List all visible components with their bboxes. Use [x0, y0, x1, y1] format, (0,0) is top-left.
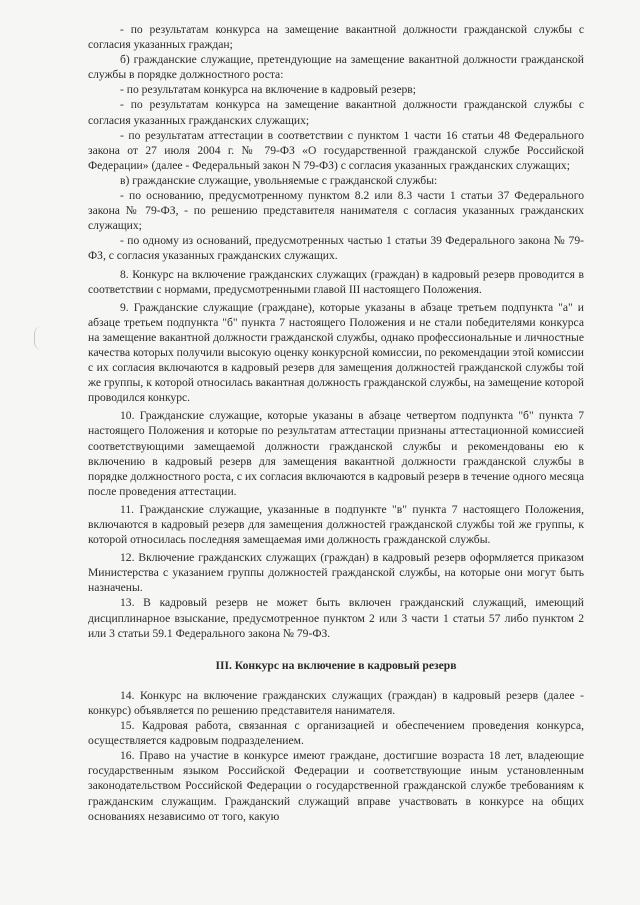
- paragraph: 16. Право на участие в конкурсе имеют граждане, достигшие возраста 18 лет, владеющие государственным языком Российской Федерации и соответствующие иным установленным законодательством Российской Федерации о государственной гражданской службе требованиям к гражданским служащим. Гражданский служащий вправе участвовать в конкурсе на общих основаниях независимо от того, какую: [88, 749, 584, 823]
- paragraph: б) гражданские служащие, претендующие на замещение вакантной должности гражданской службы в порядке должностного роста:: [88, 53, 584, 82]
- paragraph: 11. Гражданские служащие, указанные в подпункте "в" пункта 7 настоящего Положения, включаются в кадровый резерв для замещения должностей гражданской службы той же группы, к которой относилась последняя замещаемая ими должность гражданской службы.: [88, 502, 584, 547]
- paragraph: в) гражданские служащие, увольняемые с гражданской службы:: [120, 173, 438, 187]
- paragraph: - по результатам конкурса на замещение вакантной должности гражданской службы с согласия указанных граждан;: [88, 23, 584, 52]
- paragraph: 10. Гражданские служащие, которые указаны в абзаце четвертом подпункта "б" пункта 7 настоящего Положения и которые по результатам аттестации признаны аттестационной комиссией соответствующими замещаемой должности гражданской службы и рекомендованы ею к включению в кадровый резерв для замещения вакантной должности гражданской службы в порядке должностного роста, с их согласия включаются в кадровый резерв в течение одного месяца после проведения аттестации.: [88, 409, 584, 498]
- paragraph: 8. Конкурс на включение гражданских служащих (граждан) в кадровый резерв проводится в соответствии с нормами, предусмотренными главой III настоящего Положения.: [88, 267, 584, 296]
- paragraph: - по результатам аттестации в соответствии с пунктом 1 части 16 статьи 48 Федерального закона от 27 июля 2004 г. № 79-ФЗ «О государственной гражданской службе Российской Федерации» (далее - Федеральный закон N 79-ФЗ) с согласия указанных гражданских служащих;: [88, 128, 584, 172]
- paragraph: - по одному из оснований, предусмотренных частью 1 статьи 39 Федерального закона № 79-ФЗ, с согласия указанных гражданских служащих.: [88, 234, 584, 263]
- paragraph: 14. Конкурс на включение гражданских служащих (граждан) в кадровый резерв (далее - конкурс) объявляется по решению представителя нанимателя.: [88, 688, 584, 717]
- section-heading: III. Конкурс на включение в кадровый резерв: [215, 658, 457, 672]
- paragraph: - по результатам конкурса на замещение вакантной должности гражданской службы с согласия указанных гражданских служащих;: [88, 98, 584, 127]
- paragraph: - по результатам конкурса на включение в кадровый резерв;: [120, 83, 417, 97]
- paragraph: 9. Гражданские служащие (граждане), которые указаны в абзаце третьем подпункта "а" и абзаце третьем подпункта "б" пункта 7 настоящего Положения и не стали победителями конкурса на замещение вакантной должности гражданской службы, однако профессиональные и личностные качества которых получили высокую оценку конкурсной комиссии, по рекомендации этой комиссии с их согласия включаются в кадровый резерв для замещения должностей гражданской службы той же группы, к которой относилась вакантная должность гражданской службы, на замещение которой проводился конкурс.: [88, 300, 584, 405]
- paragraph: 13. В кадровый резерв не может быть включен гражданский служащий, имеющий дисциплинарное взыскание, предусмотренное пунктом 2 или 3 части 1 статьи 57 либо пунктом 2 или 3 статьи 59.1 Федерального закона № 79-ФЗ.: [88, 596, 584, 640]
- paragraph: 15. Кадровая работа, связанная с организацией и обеспечением проведения конкурса, осуществляется кадровым подразделением.: [88, 719, 584, 748]
- paragraph: - по основанию, предусмотренному пунктом 8.2 или 8.3 части 1 статьи 37 Федерального закона № 79-ФЗ, - по решению представителя нанимателя с согласия указанных гражданских служащих;: [88, 189, 584, 233]
- paragraph: 12. Включение гражданских служащих (граждан) в кадровый резерв оформляется приказом Министерства с указанием группы должностей гражданской службы, на которые они могут быть назначены.: [88, 551, 584, 595]
- binding-mark: [34, 326, 43, 350]
- document-body: [88, 22, 584, 824]
